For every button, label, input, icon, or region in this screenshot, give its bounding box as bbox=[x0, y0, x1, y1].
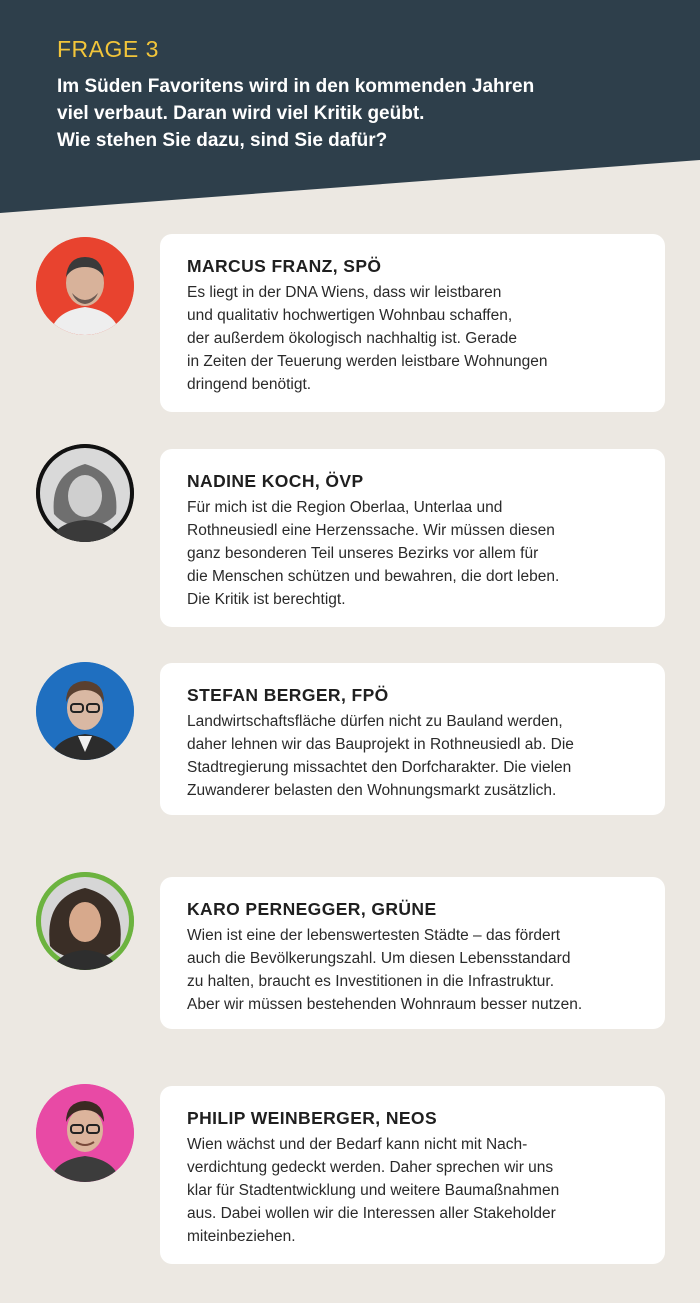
question-text bbox=[57, 73, 677, 154]
portrait-icon bbox=[36, 444, 134, 542]
question-header bbox=[0, 0, 700, 215]
answer-card bbox=[160, 449, 665, 627]
answer-text bbox=[187, 1133, 657, 1248]
answer-line: miteinbeziehen. bbox=[187, 1228, 296, 1245]
answer-line: Für mich ist die Region Oberlaa, Unterlaa und bbox=[187, 499, 503, 516]
answer-line: klar für Stadtentwicklung und weitere Baumaßnahmen bbox=[187, 1182, 560, 1199]
answer-line: Zuwanderer belasten den Wohnungsmarkt zusätzlich. bbox=[187, 782, 557, 799]
candidate-name: NADINE KOCH, ÖVP bbox=[187, 471, 364, 491]
question-line: viel verbaut. Daran wird viel Kritik geübt. bbox=[57, 103, 425, 124]
answer-line: aus. Dabei wollen wir die Interessen aller Stakeholder bbox=[187, 1205, 556, 1222]
candidate-name: PHILIP WEINBERGER, NEOS bbox=[187, 1108, 438, 1128]
answer-line: Die Kritik ist berechtigt. bbox=[187, 591, 346, 608]
answer-card bbox=[160, 877, 665, 1029]
answer-text bbox=[187, 924, 657, 1016]
answer-line: Wien wächst und der Bedarf kann nicht mit Nach- bbox=[187, 1136, 528, 1153]
candidate-name: STEFAN BERGER, FPÖ bbox=[187, 685, 389, 705]
question-line: Wie stehen Sie dazu, sind Sie dafür? bbox=[57, 130, 388, 151]
answer-text bbox=[187, 710, 657, 802]
portrait-icon bbox=[36, 1084, 134, 1182]
answer-text bbox=[187, 496, 657, 611]
avatar bbox=[36, 872, 134, 970]
answer-line: Aber wir müssen bestehenden Wohnraum besser nutzen. bbox=[187, 996, 583, 1013]
answer-line: verdichtung gedeckt werden. Daher sprechen wir uns bbox=[187, 1159, 554, 1176]
answer-text bbox=[187, 281, 657, 396]
portrait-icon bbox=[36, 872, 134, 970]
answer-line: Stadtregierung missachtet den Dorfcharakter. Die vielen bbox=[187, 759, 572, 776]
avatar bbox=[36, 1084, 134, 1182]
answer-line: ganz besonderen Teil unseres Bezirks vor allem für bbox=[187, 545, 539, 562]
answer-line: in Zeiten der Teuerung werden leistbare Wohnungen bbox=[187, 353, 548, 370]
answer-line: Wien ist eine der lebenswertesten Städte – das fördert bbox=[187, 927, 561, 944]
answer-card bbox=[160, 663, 665, 815]
answer-line: Es liegt in der DNA Wiens, dass wir leistbaren bbox=[187, 284, 502, 301]
answer-line: Rothneusiedl eine Herzenssache. Wir müssen diesen bbox=[187, 522, 555, 539]
answer-card bbox=[160, 1086, 665, 1264]
portrait-icon bbox=[36, 662, 134, 760]
avatar bbox=[36, 237, 134, 335]
answer-line: und qualitativ hochwertigen Wohnbau schaffen, bbox=[187, 307, 513, 324]
question-line: Im Süden Favoritens wird in den kommenden Jahren bbox=[57, 76, 535, 97]
answer-line: auch die Bevölkerungszahl. Um diesen Lebensstandard bbox=[187, 950, 571, 967]
answer-line: daher lehnen wir das Bauprojekt in Rothneusiedl ab. Die bbox=[187, 736, 574, 753]
candidate-name: KARO PERNEGGER, GRÜNE bbox=[187, 899, 437, 919]
answer-card bbox=[160, 234, 665, 412]
avatar bbox=[36, 662, 134, 760]
avatar bbox=[36, 444, 134, 542]
answer-line: zu halten, braucht es Investitionen in die Infrastruktur. bbox=[187, 973, 555, 990]
portrait-icon bbox=[36, 237, 134, 335]
answer-line: der außerdem ökologisch nachhaltig ist. Gerade bbox=[187, 330, 517, 347]
candidate-name: MARCUS FRANZ, SPÖ bbox=[187, 256, 382, 276]
answer-line: Landwirtschaftsfläche dürfen nicht zu Bauland werden, bbox=[187, 713, 563, 730]
question-label: FRAGE 3 bbox=[57, 36, 159, 62]
answer-line: dringend benötigt. bbox=[187, 376, 312, 393]
answer-line: die Menschen schützen und bewahren, die dort leben. bbox=[187, 568, 560, 585]
